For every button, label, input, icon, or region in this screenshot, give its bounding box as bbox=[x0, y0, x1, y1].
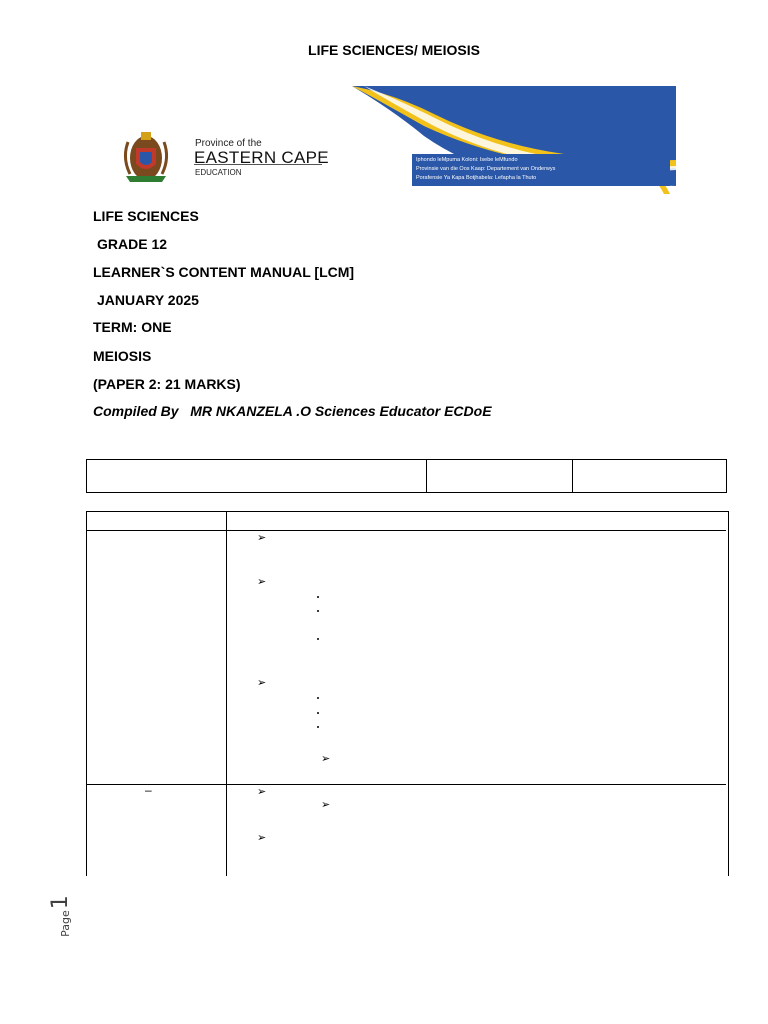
cover-compiled-by: Compiled By MR NKANZELA .O Sciences Educator ECDoE bbox=[93, 403, 492, 419]
province-line-2: EASTERN CAPE bbox=[194, 148, 329, 167]
arrow-bullet-icon: ➢ bbox=[257, 532, 267, 544]
page-number-label bbox=[28, 894, 72, 938]
column-divider bbox=[226, 512, 227, 876]
province-divider bbox=[194, 164, 322, 165]
dot-bullet-icon bbox=[317, 610, 319, 612]
tagline-2: Provinsie van die Oos Kaap: Departement van Onderwys bbox=[416, 166, 556, 172]
cover-date: JANUARY 2025 bbox=[97, 292, 199, 308]
row-dash: – bbox=[145, 783, 152, 797]
arrow-bullet-icon: ➢ bbox=[257, 576, 267, 588]
row-divider bbox=[87, 530, 726, 531]
page-word: Page bbox=[59, 910, 72, 937]
cover-subject: LIFE SCIENCES bbox=[93, 208, 199, 224]
arrow-bullet-icon: ➢ bbox=[321, 799, 331, 811]
dot-bullet-icon bbox=[317, 726, 319, 728]
summary-cell bbox=[87, 460, 427, 493]
dot-bullet-icon bbox=[317, 638, 319, 640]
page-header-title: LIFE SCIENCES/ MEIOSIS bbox=[308, 42, 480, 58]
arrow-bullet-icon: ➢ bbox=[257, 786, 267, 798]
dot-bullet-icon bbox=[317, 712, 319, 714]
eastern-cape-education-banner bbox=[94, 86, 676, 196]
cover-grade: GRADE 12 bbox=[97, 236, 168, 252]
tagline-3: Porafensie Ya Kapa Botjhabela: Lefapha la Thuto bbox=[416, 175, 537, 181]
arrow-bullet-icon: ➢ bbox=[321, 753, 331, 765]
province-line-1: Province of the bbox=[195, 138, 262, 149]
summary-table bbox=[86, 459, 727, 493]
banner-graphic bbox=[94, 86, 676, 196]
row-divider bbox=[87, 784, 726, 785]
arrow-bullet-icon: ➢ bbox=[257, 677, 267, 689]
page-number: 1 bbox=[48, 895, 73, 910]
summary-cell bbox=[573, 460, 727, 493]
cover-topic: MEIOSIS bbox=[93, 348, 152, 364]
arrow-bullet-icon: ➢ bbox=[257, 832, 267, 844]
tagline-1: Iphondo leMpuma Koloni: Isebe leMfundo bbox=[416, 157, 518, 163]
dot-bullet-icon bbox=[317, 697, 319, 699]
cover-paper: (PAPER 2: 21 MARKS) bbox=[93, 376, 241, 392]
province-line-3: EDUCATION bbox=[195, 168, 242, 177]
content-table bbox=[86, 511, 729, 876]
cover-manual: LEARNER`S CONTENT MANUAL [LCM] bbox=[93, 264, 355, 280]
summary-cell bbox=[427, 460, 573, 493]
dot-bullet-icon bbox=[317, 596, 319, 598]
cover-term: TERM: ONE bbox=[93, 319, 172, 335]
